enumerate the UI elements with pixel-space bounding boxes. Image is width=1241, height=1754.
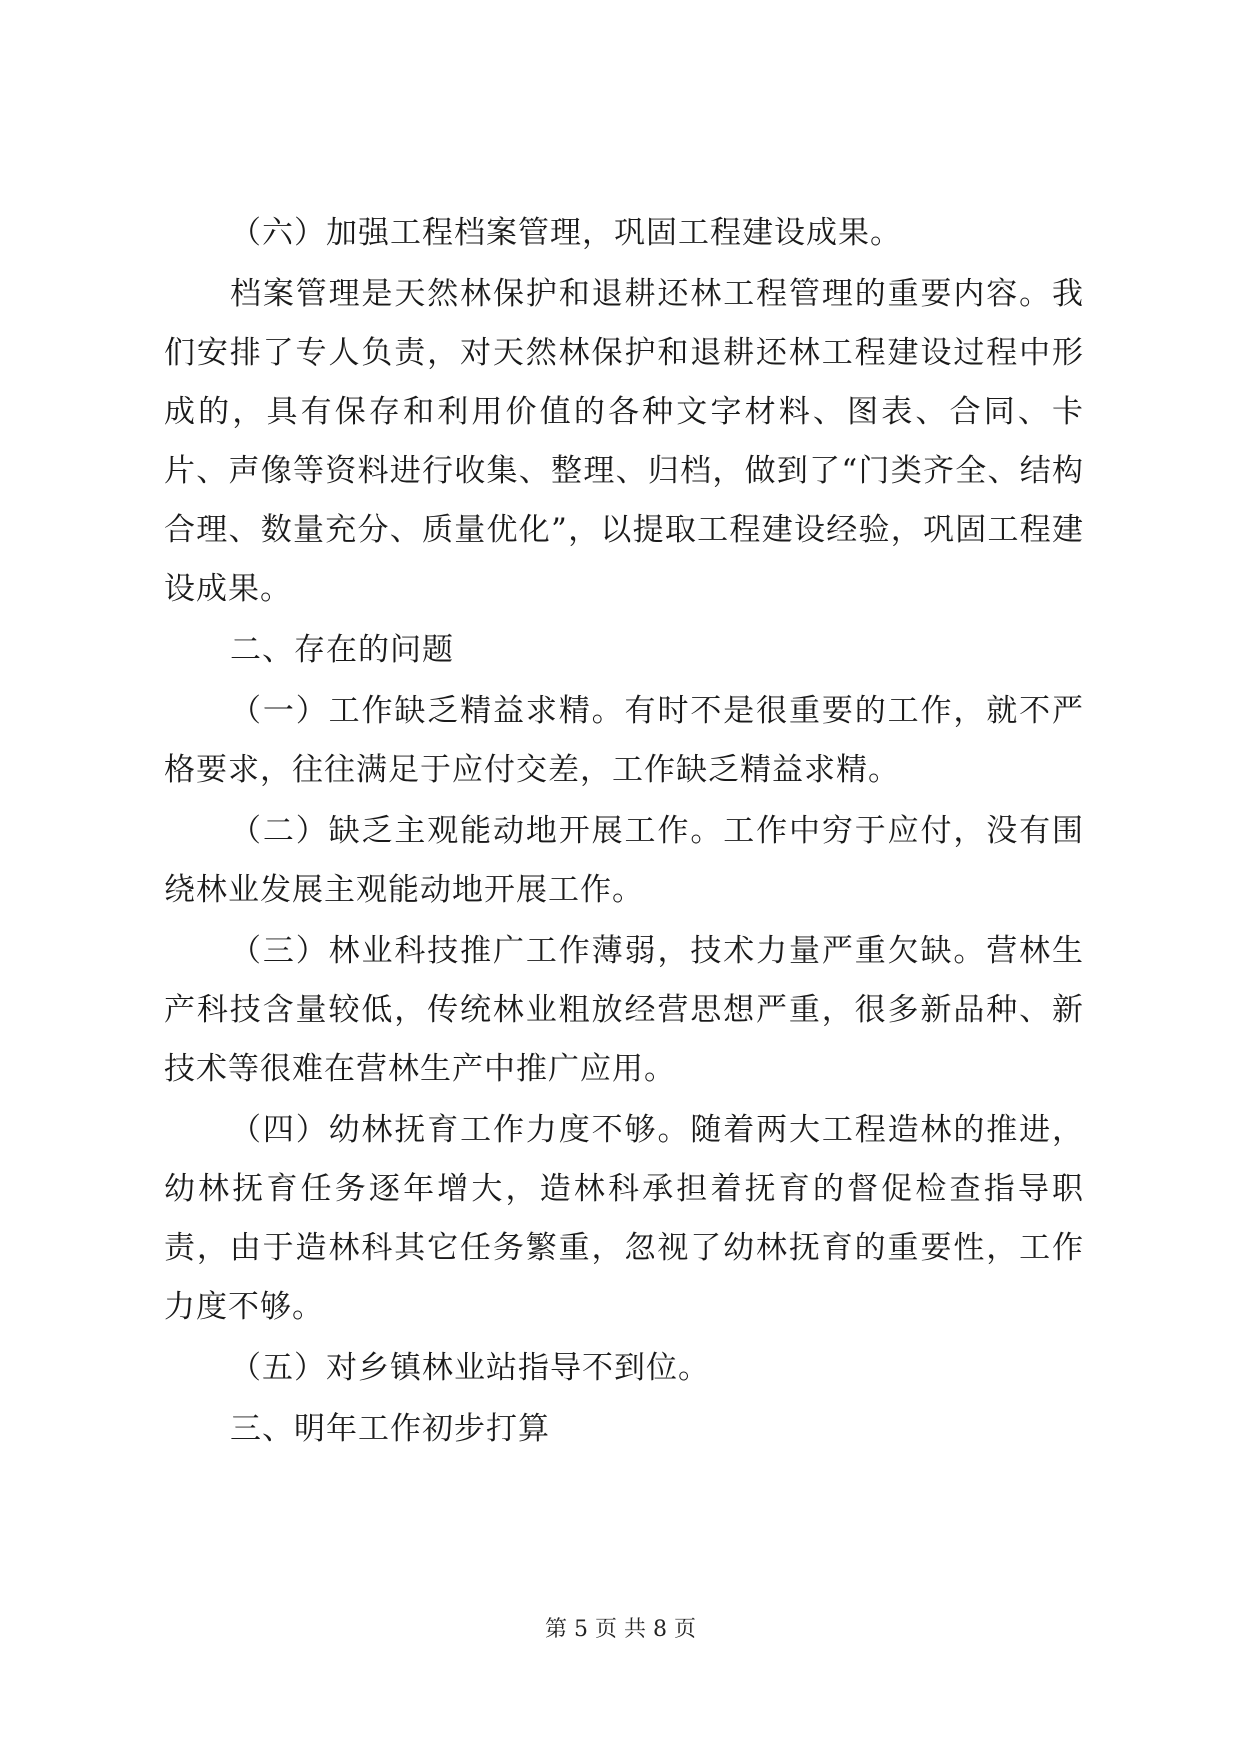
section-heading-problems: 二、存在的问题 [230,632,454,668]
paragraph-problem-2: （二）缺乏主观能动地开展工作。工作中穷于应付，没有围绕林业发展主观能动地开展工作。 [164,813,1084,908]
section-heading-next-year-plan: 三、明年工作初步打算 [230,1411,550,1447]
paragraph-problem-1: （一）工作缺乏精益求精。有时不是很重要的工作，就不严格要求，往往满足于应付交差，工作缺乏精益求精。 [164,693,1084,788]
section-heading-archive: （六）加强工程档案管理，巩固工程建设成果。 [230,215,902,251]
paragraph-archive-management: 档案管理是天然林保护和退耕还林工程管理的重要内容。我们安排了专人负责，对天然林保护和退耕还林工程建设过程中形成的，具有保存和利用价值的各种文字材料、图表、合同、卡片、声像等资料进行收集、整理、归档，做到了“门类齐全、结构合理、数量充分、质量优化”，以提取工程建设经验，巩固工程建设成果。 [164,276,1084,607]
paragraph-problem-5: （五）对乡镇林业站指导不到位。 [230,1350,710,1386]
document-body [164,204,1084,1461]
paragraph-problem-4: （四）幼林抚育工作力度不够。随着两大工程造林的推进，幼林抚育任务逐年增大，造林科承担着抚育的督促检查指导职责，由于造林科其它任务繁重，忽视了幼林抚育的重要性，工作力度不够。 [164,1112,1084,1325]
paragraph-problem-3: （三）林业科技推广工作薄弱，技术力量严重欠缺。营林生产科技含量较低，传统林业粗放经营思想严重，很多新品种、新技术等很难在营林生产中推广应用。 [164,933,1084,1087]
page-number-footer: 第 5 页 共 8 页 [545,1617,696,1642]
